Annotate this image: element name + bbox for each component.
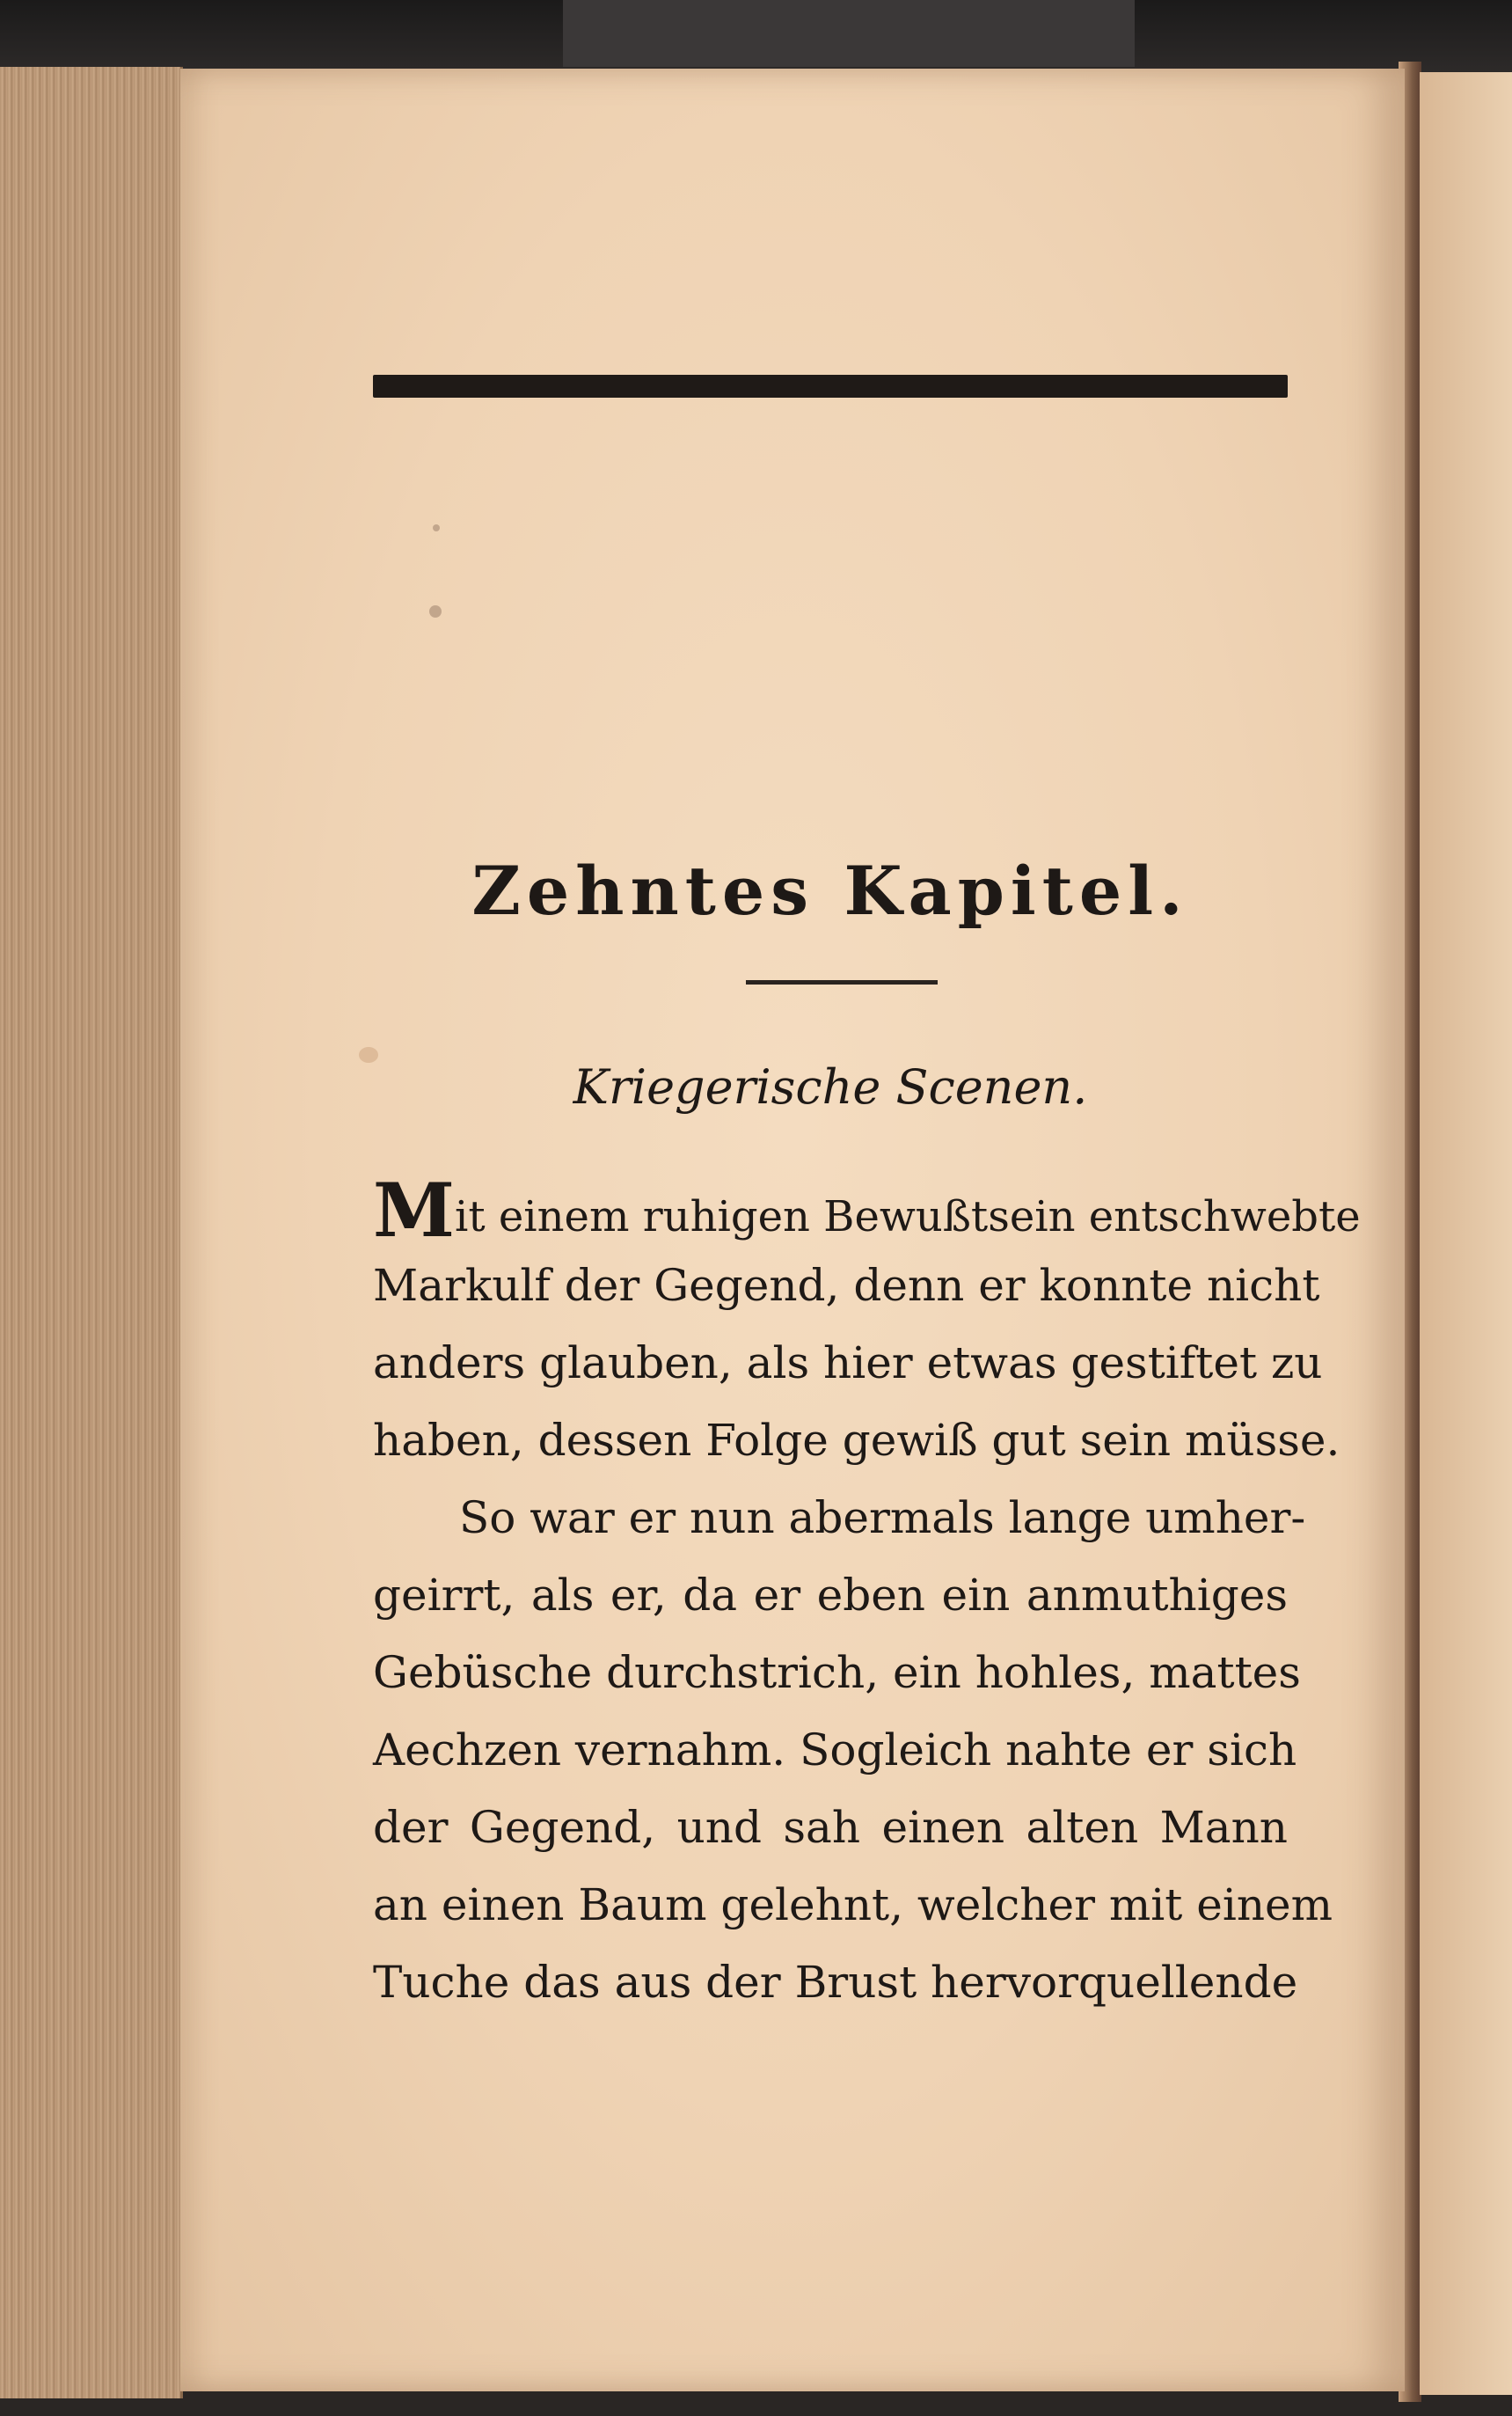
scanner-background-gap (563, 0, 1135, 67)
text-line: an einen Baum gelehnt, welcher mit einem (373, 1879, 1333, 1930)
paper-spot (433, 524, 440, 531)
text-line: anders glauben, als hier etwas gestiftet zu (373, 1337, 1323, 1388)
chapter-top-rule (373, 375, 1288, 398)
text-line: Gebüsche durchstrich, ein hohles, mattes (373, 1647, 1301, 1698)
text-line: der Gegend, und sah einen alten Mann (373, 1802, 1288, 1853)
chapter-title: Zehntes Kapitel. (471, 852, 1189, 930)
chapter-divider (746, 980, 938, 985)
facing-page-edge (1420, 72, 1512, 2395)
text-line: Markulf der Gegend, denn er konnte nicht (373, 1260, 1320, 1311)
text-line: Mit einem ruhigen Bewußtsein entschwebte (373, 1167, 1361, 1254)
chapter-subtitle: Kriegerische Scenen. (573, 1059, 1088, 1115)
paper-spot (429, 605, 442, 618)
text-line: geirrt, als er, da er eben ein anmuthiges (373, 1570, 1288, 1621)
page-edges (0, 67, 183, 2398)
text-line: Aechzen vernahm. Sogleich nahte er sich (373, 1724, 1297, 1775)
text-line: haben, dessen Folge gewiß gut sein müsse. (373, 1415, 1340, 1466)
text-line: So war er nun abermals lange umher- (459, 1492, 1306, 1543)
text-line: Tuche das aus der Brust hervorquellende (373, 1957, 1298, 2008)
drop-initial: M (373, 1167, 455, 1254)
